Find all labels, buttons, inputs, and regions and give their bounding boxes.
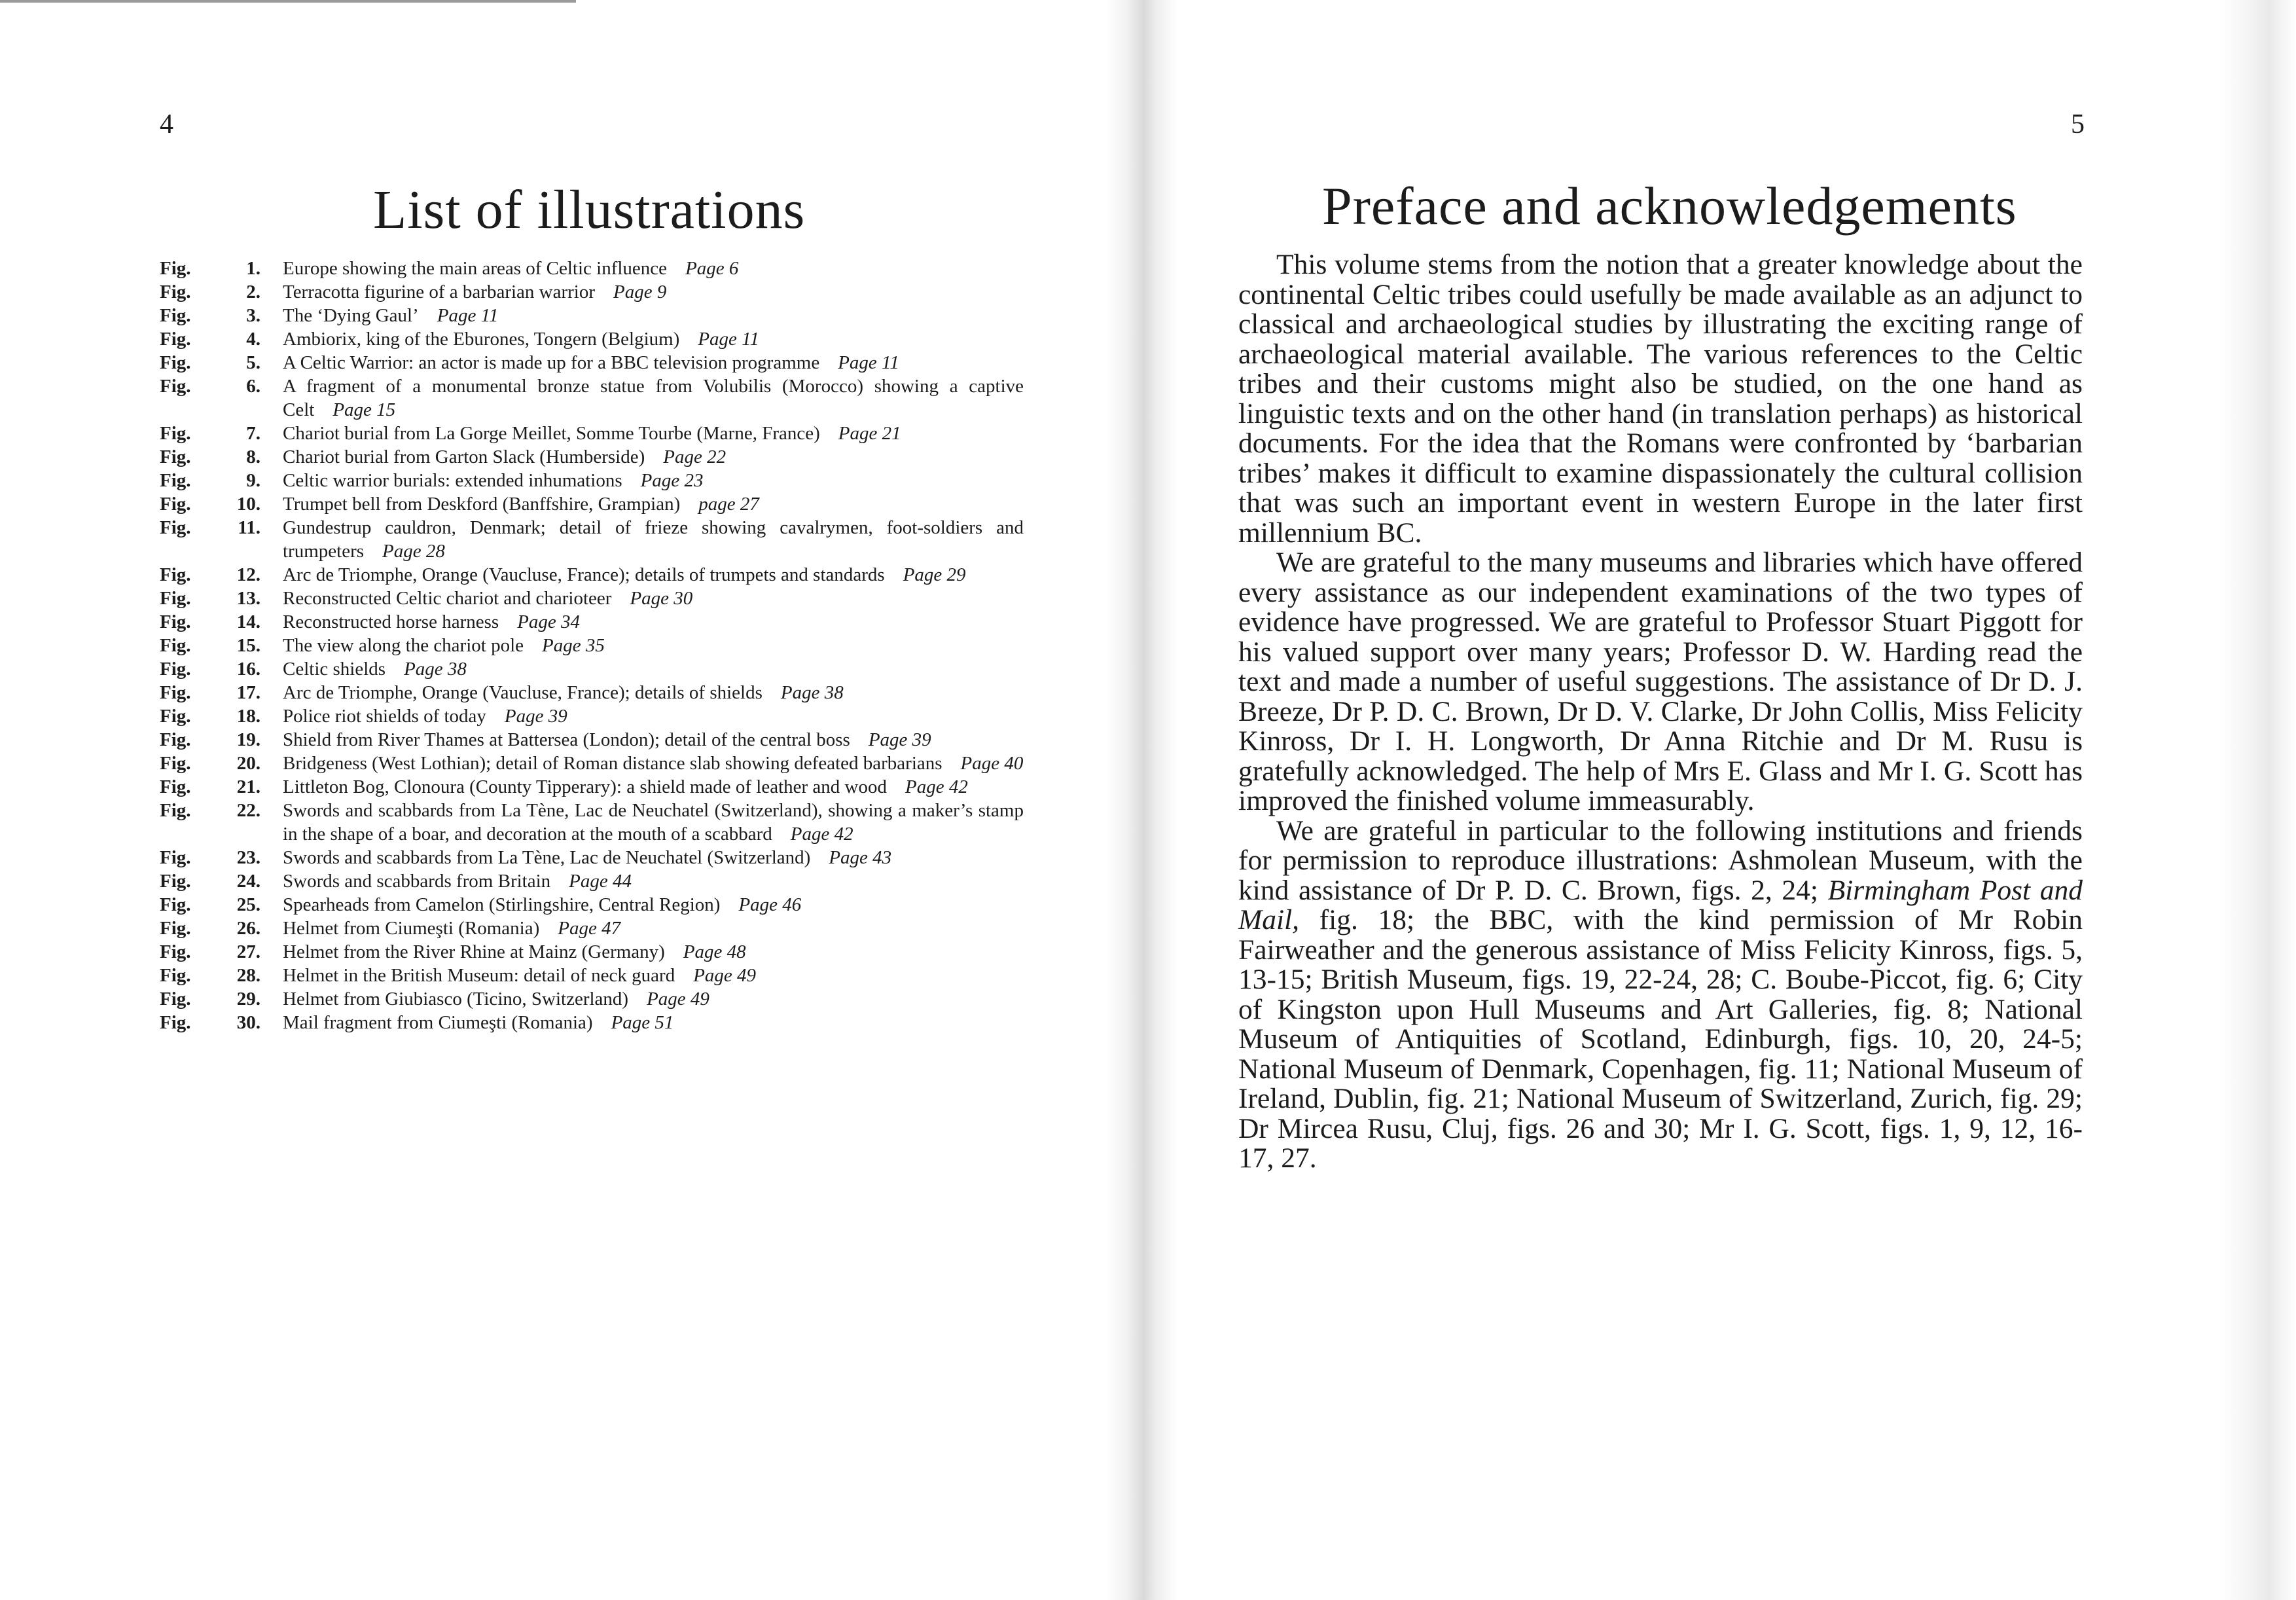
figure-caption-wrap [283, 516, 1024, 563]
figure-entry [160, 917, 1024, 940]
figure-label: Fig. [160, 729, 191, 750]
figure-page-reference: Page 23 [640, 470, 704, 491]
figure-number: 1. [246, 258, 260, 279]
figure-entry [160, 1011, 1024, 1034]
figure-caption: Shield from River Thames at Battersea (London); detail of the central boss [283, 729, 850, 750]
figure-number: 15. [236, 635, 260, 656]
figure-entry [160, 681, 1024, 704]
figure-page-reference: Page 15 [332, 399, 396, 420]
figure-number: 7. [246, 423, 260, 444]
figure-label: Fig. [160, 706, 191, 727]
figure-entry [160, 516, 1024, 563]
figure-caption: Terracotta figurine of a barbarian warrior [283, 282, 596, 302]
figure-page-reference: Page 38 [780, 682, 844, 703]
figure-page-reference: Page 43 [829, 847, 892, 868]
figure-caption: Swords and scabbards from La Tène, Lac de Neuchatel (Switzerland) [283, 847, 811, 868]
figure-caption: Europe showing the main areas of Celtic influence [283, 258, 668, 279]
figure-caption-wrap [283, 681, 1024, 704]
figure-caption-wrap [283, 704, 1024, 728]
figure-entry [160, 563, 1024, 587]
figure-number: 17. [236, 682, 260, 703]
figure-entry [160, 799, 1024, 846]
figure-entry [160, 304, 1024, 327]
figure-caption-wrap [283, 610, 1024, 634]
figure-number: 18. [236, 706, 260, 727]
figure-entry [160, 634, 1024, 657]
figure-caption: Swords and scabbards from Britain [283, 871, 551, 892]
figure-number: 12. [236, 564, 260, 585]
figure-caption: Bridgeness (West Lothian); detail of Roman distance slab showing defeated barbarians [283, 753, 942, 774]
preface-paragraph-1: This volume stems from the notion that a greater knowledge about the continental Celtic tribes could usefully be made available as an adjunct to classical and archaeological studies by illustrating the exciting range of archaeological material available. The various references to the Celtic tribes and their customs might also be studied, on the one hand as linguistic texts and on the other hand (in translation perhaps) as historical documents. For the idea that the Romans were confronted by ‘barbarian tribes’ makes it difficult to examine dispassionately the cultural collision that was such an important event in western Europe in the later first millennium BC. [1238, 249, 2083, 549]
figure-entry [160, 374, 1024, 422]
figure-caption-wrap [283, 846, 1024, 869]
figure-label: Fig. [160, 446, 191, 467]
right-page-number: 5 [2071, 109, 2085, 139]
figure-caption: Mail fragment from Ciumeşti (Romania) [283, 1012, 593, 1033]
figure-page-reference: Page 40 [960, 753, 1024, 774]
figure-caption-wrap [283, 327, 1024, 351]
figure-caption: A Celtic Warrior: an actor is made up for a BBC television programme [283, 352, 820, 373]
figure-caption: Arc de Triomphe, Orange (Vaucluse, France); details of trumpets and standards [283, 564, 885, 585]
figure-label: Fig. [160, 776, 191, 797]
preface-paragraph-3-italic: Birmingham Post and Mail, [1238, 874, 2083, 936]
figure-label: Fig. [160, 564, 191, 585]
figure-number: 4. [246, 329, 260, 350]
figure-page-reference: Page 11 [838, 352, 899, 373]
figure-label: Fig. [160, 352, 191, 373]
figure-number: 14. [236, 611, 260, 632]
preface-paragraph-3-part-b: fig. 18; the BBC, with the kind permission of Mr Robin Fairweather and the generous assistance of Miss Felicity Kinross, figs. 5, 13-15; British Museum, figs. 19, 22-24, 28; C. Boube-Piccot, fig. 6; City of Kingston upon Hull Museums and Art Galleries, fig. 8; National Museum of Antiquities of Scotland, Edinburgh, figs. 10, 20, 24-5; National Museum of Denmark, Copenhagen, fig. 11; National Museum of Ireland, Dublin, fig. 21; National Museum of Switzerland, Zurich, fig. 29; Dr Mircea Rusu, Cluj, figs. 26 and 30; Mr I. G. Scott, figs. 1, 9, 12, 16-17, 27. [1238, 904, 2083, 1174]
figure-number: 2. [246, 282, 260, 302]
figure-label: Fig. [160, 965, 191, 986]
figure-entry [160, 445, 1024, 469]
figure-caption-wrap [283, 469, 1024, 492]
figure-label: Fig. [160, 517, 191, 538]
figure-page-reference: Page 22 [663, 446, 726, 467]
figure-caption: Celtic shields [283, 659, 386, 680]
figure-caption-wrap [283, 917, 1024, 940]
figure-entry [160, 869, 1024, 893]
figure-caption-wrap [283, 280, 1024, 304]
figure-number: 23. [236, 847, 260, 868]
figure-label: Fig. [160, 376, 191, 397]
page-edge-shadow [2219, 0, 2296, 1600]
figure-page-reference: Page 29 [903, 564, 966, 585]
figure-caption-wrap [283, 893, 1024, 917]
figure-caption-wrap [283, 634, 1024, 657]
figure-page-reference: Page 39 [868, 729, 931, 750]
figure-entry [160, 987, 1024, 1011]
figure-label: Fig. [160, 918, 191, 939]
figure-number: 16. [236, 659, 260, 680]
figure-label: Fig. [160, 588, 191, 609]
figure-page-reference: Page 39 [504, 706, 567, 727]
figure-entry [160, 964, 1024, 987]
figure-entry [160, 280, 1024, 304]
figure-label: Fig. [160, 753, 191, 774]
figure-entry [160, 940, 1024, 964]
figure-page-reference: Page 11 [437, 305, 499, 326]
figure-label: Fig. [160, 635, 191, 656]
figure-caption: Swords and scabbards from La Tène, Lac de Neuchatel (Switzerland), showing a maker’s stamp in the shape of a boar, and decoration at the mouth of a scabbard [283, 800, 1024, 845]
figure-label: Fig. [160, 282, 191, 302]
figure-caption: The ‘Dying Gaul’ [283, 305, 419, 326]
figure-caption-wrap [283, 304, 1024, 327]
figure-caption: Helmet in the British Museum: detail of neck guard [283, 965, 675, 986]
figure-label: Fig. [160, 847, 191, 868]
figure-entry [160, 492, 1024, 516]
figure-page-reference: Page 48 [683, 941, 746, 962]
figure-caption-wrap [283, 445, 1024, 469]
figure-page-reference: Page 9 [613, 282, 667, 302]
preface-paragraph-3 [1238, 816, 2083, 1174]
figure-entry [160, 351, 1024, 374]
figure-caption: Spearheads from Camelon (Stirlingshire, Central Region) [283, 894, 721, 915]
figure-entry [160, 587, 1024, 610]
figure-caption-wrap [283, 563, 1024, 587]
figure-caption: Trumpet bell from Deskford (Banffshire, Grampian) [283, 494, 681, 515]
figure-number: 8. [246, 446, 260, 467]
figure-label: Fig. [160, 989, 191, 1009]
figure-caption-wrap [283, 869, 1024, 893]
figure-label: Fig. [160, 659, 191, 680]
preface-title: Preface and acknowledgements [1322, 176, 2017, 236]
figure-caption: Reconstructed horse harness [283, 611, 499, 632]
figure-page-reference: Page 44 [569, 871, 632, 892]
figure-label: Fig. [160, 611, 191, 632]
figure-number: 11. [238, 517, 260, 538]
figure-label: Fig. [160, 894, 191, 915]
figure-page-reference: Page 42 [790, 824, 853, 845]
figure-entry [160, 893, 1024, 917]
figure-number: 9. [246, 470, 260, 491]
figure-label: Fig. [160, 941, 191, 962]
figure-caption-wrap [283, 775, 1024, 799]
figure-caption-wrap [283, 799, 1024, 846]
figure-number: 13. [236, 588, 260, 609]
figure-label: Fig. [160, 494, 191, 515]
figure-page-reference: Page 42 [905, 776, 968, 797]
list-of-illustrations-title: List of illustrations [373, 179, 806, 240]
figure-entry [160, 422, 1024, 445]
figure-page-reference: Page 21 [838, 423, 901, 444]
figure-caption-wrap [283, 492, 1024, 516]
figure-caption: Reconstructed Celtic chariot and charioteer [283, 588, 612, 609]
figure-caption-wrap [283, 940, 1024, 964]
figure-number: 21. [236, 776, 260, 797]
figure-caption: Helmet from Giubiasco (Ticino, Switzerland) [283, 989, 629, 1009]
figure-number: 6. [246, 376, 260, 397]
figure-caption-wrap [283, 964, 1024, 987]
figure-number: 24. [236, 871, 260, 892]
figure-number: 27. [236, 941, 260, 962]
figure-page-reference: Page 11 [698, 329, 760, 350]
figure-page-reference: Page 49 [647, 989, 709, 1009]
figure-page-reference: Page 28 [382, 541, 445, 562]
figure-caption-wrap [283, 987, 1024, 1011]
figure-caption-wrap [283, 1011, 1024, 1034]
figure-label: Fig. [160, 682, 191, 703]
preface-paragraph-2: We are grateful to the many museums and libraries which have offered every assistance as our independent examinations of the two types of evidence have progressed. We are grateful to Professor Stuart Piggott for his valued support over many years; Professor D. W. Harding read the text and made a number of useful suggestions. The assistance of Dr D. J. Breeze, Dr P. D. C. Brown, Dr D. V. Clarke, Dr John Collis, Miss Felicity Kinross, Dr I. H. Longworth, Dr Anna Ritchie and Dr M. Rusu is gratefully acknowledged. The help of Mrs E. Glass and Mr I. G. Scott has improved the finished volume immeasurably. [1238, 547, 2083, 816]
figure-label: Fig. [160, 871, 191, 892]
figure-caption: Ambiorix, king of the Eburones, Tongern (Belgium) [283, 329, 680, 350]
figure-caption: Police riot shields of today [283, 706, 486, 727]
figure-entry [160, 657, 1024, 681]
figure-page-reference: page 27 [698, 494, 759, 515]
left-page-number: 4 [160, 109, 173, 139]
figure-page-reference: Page 34 [517, 611, 581, 632]
illustrations-list [160, 257, 1024, 1034]
top-rule [0, 0, 576, 3]
figure-page-reference: Page 46 [738, 894, 802, 915]
figure-caption: Littleton Bog, Clonoura (County Tipperary): a shield made of leather and wood [283, 776, 888, 797]
figure-caption-wrap [283, 728, 1024, 752]
figure-entry [160, 469, 1024, 492]
figure-label: Fig. [160, 1012, 191, 1033]
figure-caption: Chariot burial from Garton Slack (Humberside) [283, 446, 645, 467]
figure-label: Fig. [160, 329, 191, 350]
left-page [0, 0, 1130, 1600]
figure-caption: Chariot burial from La Gorge Meillet, Somme Tourbe (Marne, France) [283, 423, 820, 444]
figure-page-reference: Page 49 [693, 965, 757, 986]
figure-caption-wrap [283, 374, 1024, 422]
figure-caption: Arc de Triomphe, Orange (Vaucluse, France); details of shields [283, 682, 762, 703]
preface-paragraph-3-part-a: We are grateful in particular to the following institutions and friends for permission to reproduce illustrations: Ashmolean Museum, with the kind assistance of Dr P. D. C. Brown, figs. 2, 24; [1238, 814, 2083, 906]
preface-body [1238, 250, 2083, 1174]
figure-caption-wrap [283, 657, 1024, 681]
figure-number: 3. [246, 305, 260, 326]
figure-entry [160, 704, 1024, 728]
figure-entry [160, 728, 1024, 752]
figure-number: 22. [236, 800, 260, 821]
figure-label: Fig. [160, 423, 191, 444]
figure-label: Fig. [160, 470, 191, 491]
figure-number: 19. [236, 729, 260, 750]
figure-label: Fig. [160, 258, 191, 279]
figure-page-reference: Page 6 [685, 258, 739, 279]
book-gutter [1106, 0, 1178, 1600]
figure-caption-wrap [283, 257, 1024, 280]
figure-caption-wrap [283, 422, 1024, 445]
figure-page-reference: Page 38 [404, 659, 467, 680]
figure-caption: Gundestrup cauldron, Denmark; detail of frieze showing cavalrymen, foot-soldiers and trumpeters [283, 517, 1024, 562]
figure-caption-wrap [283, 752, 1024, 775]
figure-entry [160, 752, 1024, 775]
figure-number: 5. [246, 352, 260, 373]
figure-entry [160, 327, 1024, 351]
figure-entry [160, 775, 1024, 799]
figure-number: 26. [236, 918, 260, 939]
figure-page-reference: Page 47 [558, 918, 621, 939]
figure-caption: Celtic warrior burials: extended inhumations [283, 470, 622, 491]
figure-label: Fig. [160, 800, 191, 821]
figure-caption: Helmet from the River Rhine at Mainz (Germany) [283, 941, 665, 962]
figure-caption: The view along the chariot pole [283, 635, 524, 656]
figure-entry [160, 257, 1024, 280]
figure-page-reference: Page 51 [611, 1012, 674, 1033]
figure-number: 10. [236, 494, 260, 515]
figure-caption: A fragment of a monumental bronze statue from Volubilis (Morocco) showing a captive Celt [283, 376, 1024, 420]
figure-number: 28. [236, 965, 260, 986]
figure-caption-wrap [283, 587, 1024, 610]
figure-number: 30. [236, 1012, 260, 1033]
figure-caption-wrap [283, 351, 1024, 374]
figure-number: 20. [236, 753, 260, 774]
figure-entry [160, 610, 1024, 634]
figure-number: 29. [236, 989, 260, 1009]
figure-page-reference: Page 30 [630, 588, 693, 609]
figure-caption: Helmet from Ciumeşti (Romania) [283, 918, 540, 939]
figure-entry [160, 846, 1024, 869]
figure-label: Fig. [160, 305, 191, 326]
figure-number: 25. [236, 894, 260, 915]
figure-page-reference: Page 35 [542, 635, 605, 656]
